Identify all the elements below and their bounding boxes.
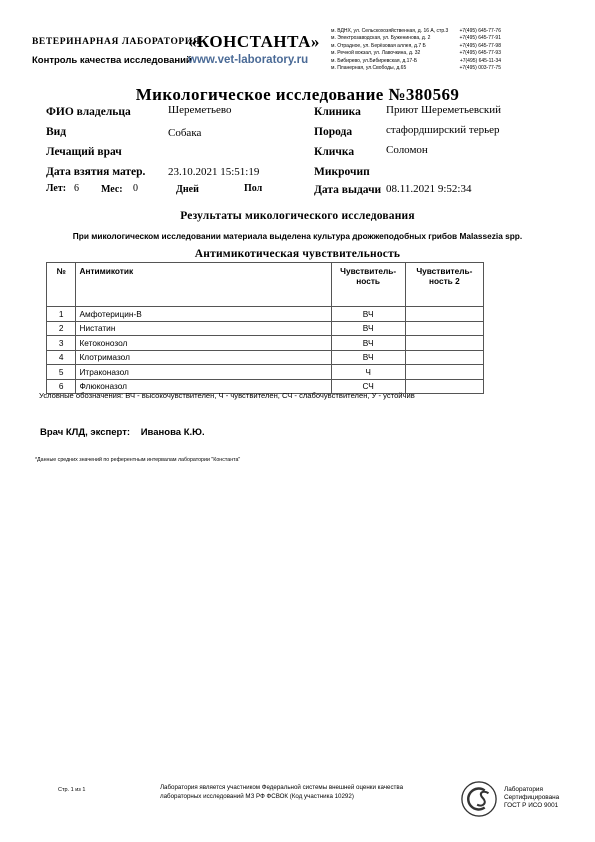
footer-fsvok-text: Лаборатория является участником Федеральной системы внешней оценки качества лабораторных исследований МЗ РФ ФСВОК (Код участника 10292) [160, 784, 404, 800]
microchip-label: Микрочип [314, 166, 370, 178]
table-header-row [47, 263, 484, 307]
address-row: м. Бибирево, ул.Бибиревская, д.17-Б +7(495) 645-11-34 [331, 57, 501, 64]
document-title: Микологическое исследование №380569 [135, 85, 460, 104]
expert-line [40, 427, 205, 438]
table-row: 4 Клотримазол ВЧ [47, 350, 484, 365]
sex-label: Пол [244, 183, 263, 194]
owner-label: ФИО владельца [46, 106, 131, 118]
species-value: Собака [168, 127, 202, 139]
issue-date-label: Дата выдачи [314, 184, 382, 196]
nickname-value: Соломон [386, 144, 428, 156]
legend-text: Условные обозначения: ВЧ - высокочувствителен, Ч - чувствителен, СЧ - слабочувствителен, У - устойчив [39, 391, 415, 400]
lab-website-link[interactable]: www.vet-laboratory.ru [188, 54, 309, 66]
address-row: м. Речной вокзал, ул. Лавочкина, д. 32 +7(495) 645-77-93 [331, 50, 501, 57]
years-value: 6 [74, 183, 79, 194]
col-sens1-header: Чувствитель- ность [331, 263, 405, 307]
days-label: Дней [176, 184, 199, 195]
breed-label: Порода [314, 126, 353, 138]
table-row: 6 Флюконазол СЧ [47, 379, 484, 394]
clinic-label: Клиника [314, 106, 361, 118]
address-row: м. Электрозаводская, ул. Буженинова, д. 2 +7(495) 645-77-91 [331, 35, 501, 42]
address-row: м. Отрадное, ул. Берёзовая аллея, д.7 Б +7(495) 645-77-98 [331, 42, 501, 49]
owner-value: Шереметьево [168, 104, 232, 116]
results-finding: При микологическом исследовании материала выделена культура дрожжеподобных грибов Malassezia spp. [72, 231, 523, 241]
months-label: Мес: [101, 184, 123, 195]
col-sens2-header: Чувствитель- ность 2 [405, 263, 483, 307]
address-row: м. ВДНХ, ул. Сельскохозяйственная, д. 16 А, стр.3 +7(495) 645-77-76 [331, 28, 501, 34]
breed-value: стафордширский терьер [386, 124, 500, 136]
address-list [331, 28, 501, 72]
table-row: 5 Итраконазол Ч [47, 365, 484, 380]
expert-name: Иванова К.Ю. [140, 427, 205, 438]
nickname-label: Кличка [314, 146, 355, 158]
doctor-label: Лечащий врач [46, 146, 122, 158]
lab-brand: «КОНСТАНТА» [188, 32, 320, 51]
address-row: м. Планерная, ул.Свободы, д.65 +7(495) 003-77-75 [331, 65, 501, 72]
col-no-header: № [47, 263, 76, 307]
table-row: 2 Нистатин ВЧ [47, 321, 484, 336]
years-label: Лет: [46, 183, 67, 194]
certification-text: Лаборатория Сертифицирована ГОСТ Р ИСО 9001 [504, 786, 560, 809]
lab-subtitle: Контроль качества исследований [32, 55, 192, 66]
table-row: 3 Кетоконозол ВЧ [47, 336, 484, 351]
table-row: 1 Амфотерицин-В ВЧ [47, 307, 484, 322]
footnote: *Данные средних значений по референтным интервалам лаборатории "Константа" [35, 457, 241, 463]
species-label: Вид [46, 126, 67, 138]
col-drug-header: Антимикотик [76, 263, 331, 307]
sample-date-value: 23.10.2021 15:51:19 [168, 166, 260, 178]
sample-date-label: Дата взятия матер. [46, 166, 146, 178]
months-value: 0 [133, 183, 138, 194]
results-title: Результаты микологического исследования [180, 210, 415, 222]
certification-seal-icon [460, 780, 498, 818]
page-number: Стр. 1 из 1 [58, 787, 86, 793]
lab-name: ВЕТЕРИНАРНАЯ ЛАБОРАТОРИЯ [32, 37, 201, 47]
sensitivity-table [46, 262, 484, 394]
sensitivity-title: Антимикотическая чувствительность [194, 248, 401, 260]
expert-label: Врач КЛД, эксперт: [40, 427, 131, 438]
issue-date-value: 08.11.2021 9:52:34 [386, 183, 472, 195]
clinic-value: Приют Шереметьевский [386, 104, 502, 116]
